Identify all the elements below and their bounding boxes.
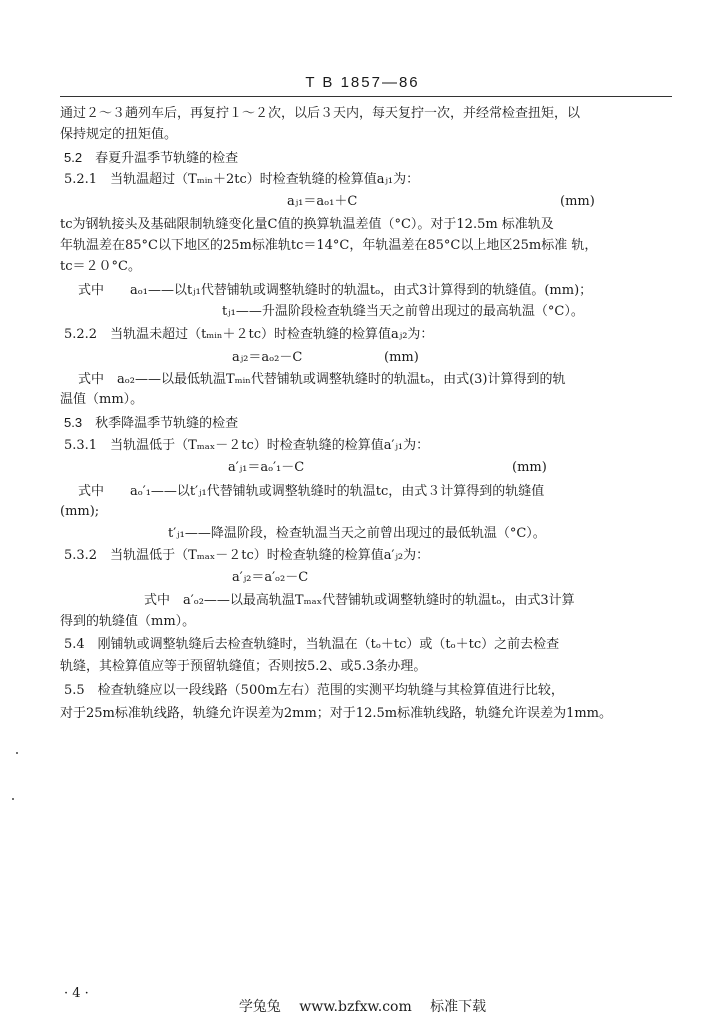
- body-line: 对于25m标准轨线路，轨缝允许误差为2mm；对于12.5m标准轨线路，轨缝允许误差为1mm。: [60, 706, 612, 721]
- unit-label: (mm): [560, 194, 595, 209]
- definition-line: t′ⱼ₁——降温阶段，检查轨温当天之前曾出现过的最低轨温（°C）。: [168, 526, 546, 541]
- body-line: (mm);: [60, 504, 100, 519]
- unit-label: (mm): [512, 460, 547, 475]
- definition-line: 式中 aₒ₂——以最低轨温Tₘᵢₙ代替铺轨或调整轨缝时的轨温tₒ，由式(3)计算得到的轨: [78, 372, 566, 387]
- body-line: 轨缝，其检算值应等于预留轨缝值；否则按5.2、或5.3条办理。: [60, 659, 427, 674]
- page-number: · 4 ·: [64, 986, 89, 1001]
- body-line: 温值（mm）。: [60, 392, 144, 407]
- clause-line: 5.3.2 当轨温低于（Tₘₐₓ－２tc）时检查轨缝的检算值a′ⱼ₂为：: [64, 548, 430, 563]
- body-line: tc为钢轨接头及基础限制轨缝变化量C值的换算轨温差值（°C）。对于12.5m 标准轨及: [60, 217, 554, 232]
- clause-line: 5.5 检查轨缝应以一段线路（500m左右）范围的实测平均轨缝与其检算值进行比较，: [64, 683, 564, 698]
- header-rule: [60, 96, 672, 97]
- standard-header: T B 1857—86: [305, 74, 420, 91]
- unit-label: (mm): [384, 350, 419, 365]
- formula-line: aⱼ₁＝aₒ₁＋C: [287, 194, 358, 209]
- formula-line: aⱼ₂＝aₒ₂－C: [232, 350, 303, 365]
- section-heading: 5.3 秋季降温季节轨缝的检查: [64, 415, 239, 430]
- site-footer: 学兔兔 www.bzfxw.com 标准下载: [238, 999, 487, 1015]
- definition-line: 式中 aₒ₁——以tⱼ₁代替铺轨或调整轨缝时的轨温tₒ，由式3计算得到的轨缝值。(mm)；: [78, 283, 593, 298]
- body-line: 得到的轨缝值（mm）。: [60, 614, 196, 629]
- body-line: 年轨温差在85°C以下地区的25m标准轨tc＝14°C，年轨温差在85°C以上地区25m标准 轨，: [60, 238, 598, 253]
- body-line: 通过２～３趟列车后，再复拧１～２次，以后３天内，每天复拧一次，并经常检查扭矩，以: [60, 106, 581, 121]
- definition-line: 式中 a′ₒ₂——以最高轨温Tₘₐₓ代替铺轨或调整轨缝时的轨温tₒ，由式3计算: [144, 593, 575, 608]
- section-heading: 5.2 春夏升温季节轨缝的检查: [64, 150, 239, 165]
- formula-line: a′ⱼ₂＝a′ₒ₂－C: [232, 570, 309, 585]
- body-line: 保持规定的扭矩值。: [60, 127, 178, 142]
- clause-line: 5.2.2 当轨温未超过（tₘᵢₙ＋２tc）时检查轨缝的检算值aⱼ₂为：: [64, 327, 434, 342]
- definition-line: tⱼ₁——升温阶段检查轨缝当天之前曾出现过的最高轨温（°C）。: [222, 304, 584, 319]
- definition-line: 式中 aₒ′₁——以t′ⱼ₁代替铺轨或调整轨缝时的轨温tc，由式３计算得到的轨缝值: [78, 484, 545, 499]
- clause-line: 5.4 刚铺轨或调整轨缝后去检查轨缝时，当轨温在（tₒ＋tc）或（tₒ＋tc）之前去检查: [64, 637, 560, 652]
- formula-line: a′ⱼ₁＝aₒ′₁－C: [228, 460, 305, 475]
- clause-line: 5.2.1 当轨温超过（Tₘᵢₙ＋2tc）时检查轨缝的检算值aⱼ₁为：: [64, 172, 420, 187]
- clause-line: 5.3.1 当轨温低于（Tₘₐₓ－２tc）时检查轨缝的检算值a′ⱼ₁为：: [64, 438, 430, 453]
- scan-speck: [16, 752, 18, 754]
- body-line: tc＝２０°C。: [60, 259, 141, 274]
- scan-speck: [12, 798, 14, 800]
